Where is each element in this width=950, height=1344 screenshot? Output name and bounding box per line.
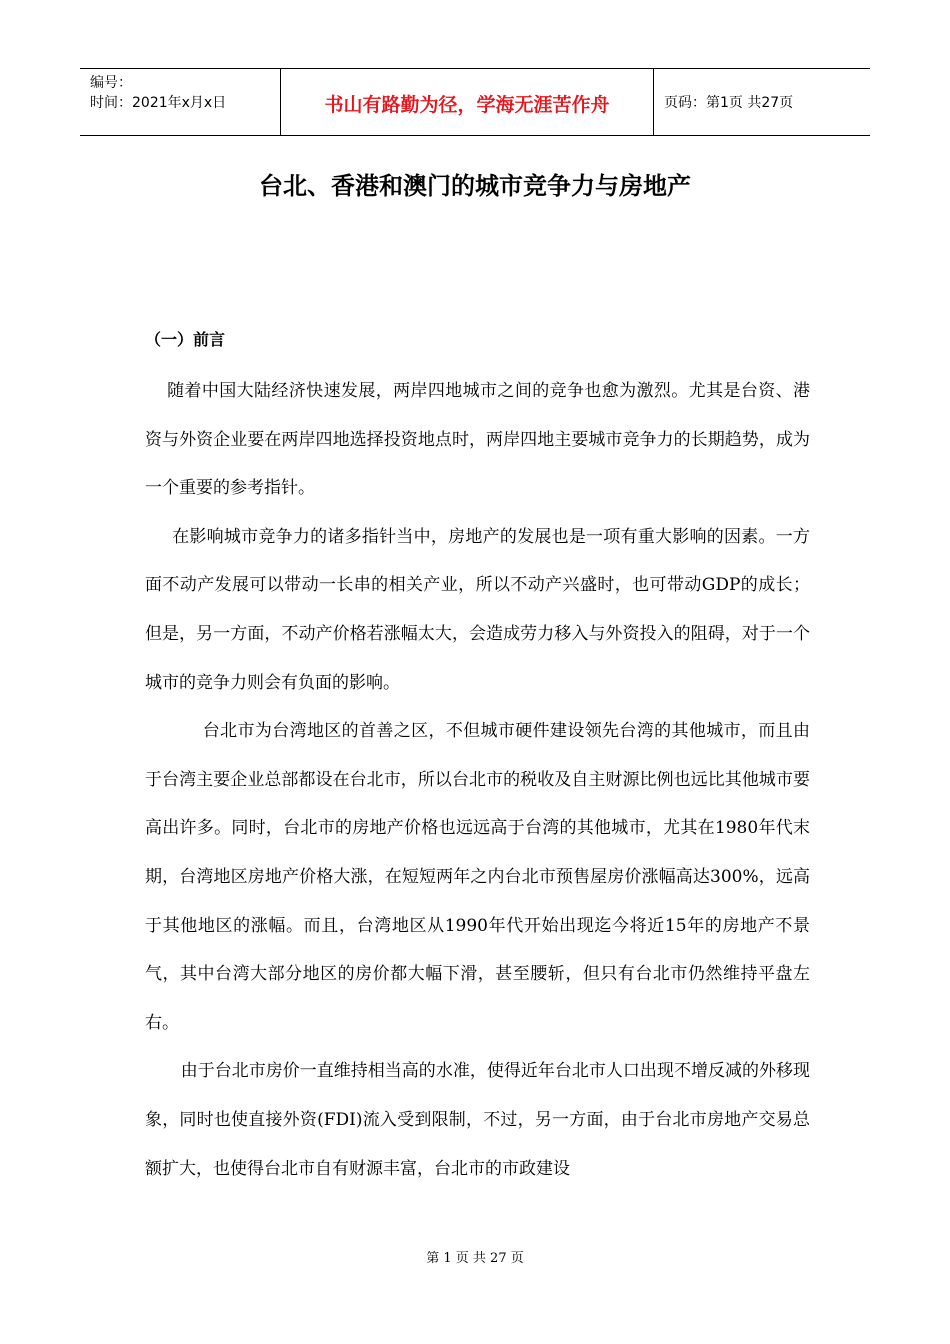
header-page-cell — [654, 69, 870, 135]
document-number-label: 编号： — [90, 75, 132, 91]
paragraph: 随着中国大陆经济快速发展，两岸四地城市之间的竞争也愈为激烈。尤其是台资、港资与外资企业要在两岸四地选择投资地点时，两岸四地主要城市竞争力的长期趋势，成为一个重要的参考指针。 — [145, 381, 810, 499]
document-body — [145, 367, 810, 1193]
document-title: 台北、香港和澳门的城市竞争力与房地产 — [259, 172, 691, 200]
page-footer: 第 1 页 共 27 页 — [426, 1251, 524, 1266]
paragraph: 由于台北市房价一直维持相当高的水准，使得近年台北市人口出现不增反减的外移现象，同时也使直接外资(FDI)流入受到限制，不过，另一方面，由于台北市房地产交易总额扩大，也使得台北市自有财源丰富，台北市的市政建设 — [145, 1061, 810, 1179]
document-header — [80, 68, 870, 136]
header-meta-cell — [80, 69, 281, 135]
paragraph: 在影响城市竞争力的诸多指针当中，房地产的发展也是一项有重大影响的因素。一方面不动产发展可以带动一长串的相关产业，所以不动产兴盛时，也可带动GDP的成长；但是，另一方面，不动产价格若涨幅太大，会造成劳力移入与外资投入的阻碍，对于一个城市的竞争力则会有负面的影响。 — [145, 526, 810, 693]
header-page-info: 页码：第1页 共27页 — [664, 95, 794, 111]
header-motto: 书山有路勤为径，学海无涯苦作舟 — [324, 93, 610, 116]
section-heading: （一）前言 — [145, 330, 226, 349]
paragraph: 台北市为台湾地区的首善之区，不但城市硬件建设领先台湾的其他城市，而且由于台湾主要企业总部都设在台北市，所以台北市的税收及自主财源比例也远比其他城市要高出许多。同时，台北市的房地产价格也远远高于台湾的其他城市，尤其在1980年代末期，台湾地区房地产价格大涨，在短短两年之内台北市预售屋房价涨幅高达300%，远高于其他地区的涨幅。而且，台湾地区从1990年代开始出现迄今将近15年的房地产不景气，其中台湾大部分地区的房价都大幅下滑，甚至腰斩，但只有台北市仍然维持平盘左右。 — [145, 721, 810, 1033]
header-motto-cell — [281, 69, 654, 135]
document-date: 时间：2021年x月x日 — [90, 95, 227, 111]
